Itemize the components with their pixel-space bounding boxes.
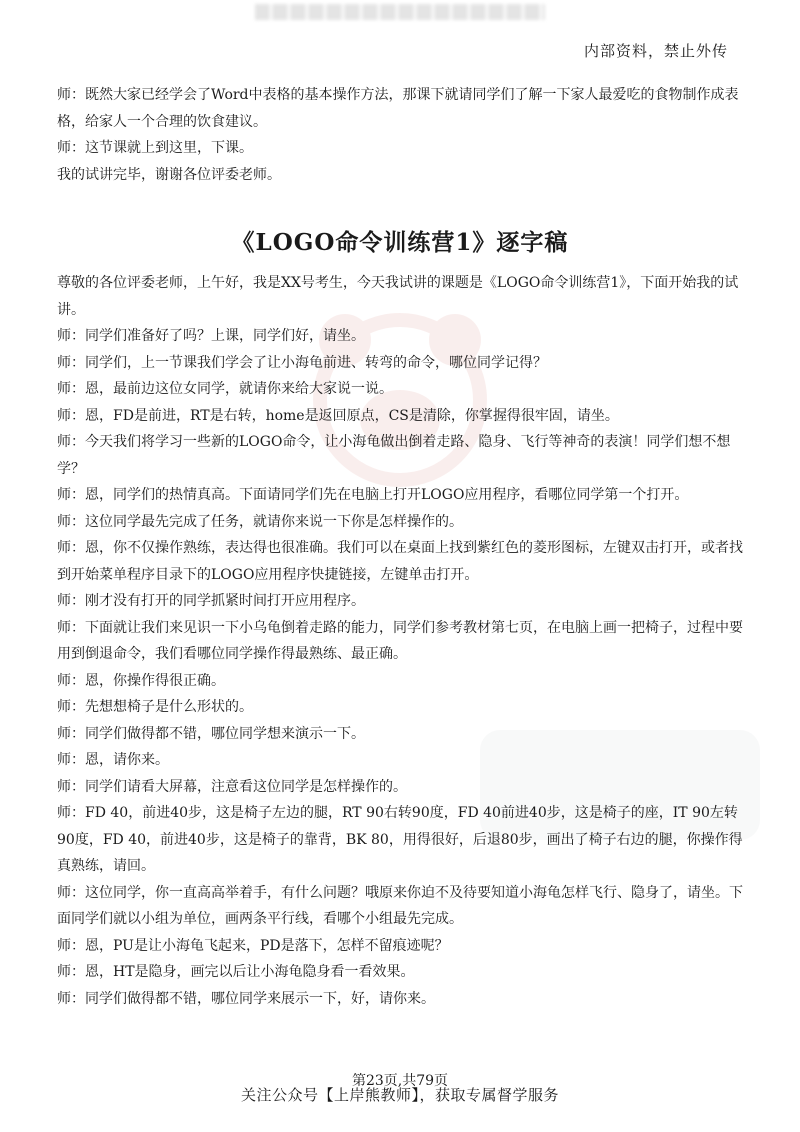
paragraph: 尊敬的各位评委老师，上午好，我是XX号考生，今天我试讲的课题是《LOGO命令训练营1》，下面开始我的试讲。 [57, 275, 739, 318]
paragraph: 师：刚才没有打开的同学抓紧时间打开应用程序。 [57, 593, 365, 609]
confidential-note: 内部资料，禁止外传 [583, 42, 728, 60]
paragraph: 师：恩，HT是隐身，画完以后让小海龟隐身看一看效果。 [57, 964, 415, 980]
paragraph: 师：恩，同学们的热情真高。下面请同学们先在电脑上打开LOGO应用程序，看哪位同学第一个打开。 [57, 487, 689, 503]
paragraph: 师：这位同学最先完成了任务，就请你来说一下你是怎样操作的。 [57, 513, 463, 530]
previous-lesson-ending [57, 82, 747, 188]
paragraph: 师：恩，你操作得很正确。 [57, 672, 225, 689]
paragraph: 师：先想想椅子是什么形状的。 [57, 699, 253, 715]
paragraph: 师：同学们，上一节课我们学会了让小海龟前进、转弯的命令，哪位同学记得？ [57, 354, 547, 371]
paragraph: 师：恩，最前边这位女同学，就请你来给大家说一说。 [57, 381, 393, 397]
paragraph: 师：恩，FD是前进，RT是右转，home是返回原点，CS是清除，你掌握得很牢固，请坐。 [57, 407, 619, 424]
paragraph: 师：同学们做得都不错，哪位同学来展示一下，好，请你来。 [57, 990, 435, 1007]
paragraph: 师：FD 40，前进40步，这是椅子左边的腿，RT 90右转90度，FD 40前进40步，这是椅子的座，IT 90左转90度，FD 40，前进40步，这是椅子的靠背，BK 80，用得很好，后退80步，画出了椅子右边的腿，你操作得真熟练，请回。 [57, 805, 743, 874]
paragraph: 师：这位同学，你一直高高举着手，有什么问题？哦原来你迫不及待要知道小海龟怎样飞行、隐身了，请坐。下面同学们就以小组为单位，画两条平行线，看哪个小组最先完成。 [57, 884, 743, 927]
page-number: 第23页,共79页 [351, 1073, 449, 1089]
paragraph: 师：同学们准备好了吗？上课，同学们好，请坐。 [57, 328, 365, 344]
paragraph: 师：同学们做得都不错，哪位同学想来演示一下。 [57, 725, 365, 742]
document-title: 《LOGO命令训练营1》逐字稿 [231, 229, 569, 256]
paragraph: 师：既然大家已经学会了Word中表格的基本操作方法，那课下就请同学们了解一下家人最爱吃的食物制作成表格，给家人一个合理的饮食建议。 [57, 87, 739, 130]
lesson-transcript [57, 270, 747, 1012]
paragraph: 我的试讲完毕，谢谢各位评委老师。 [57, 166, 281, 183]
paragraph: 师：恩，PU是让小海龟飞起来，PD是落下，怎样不留痕迹呢？ [57, 937, 449, 954]
blurred-header-text [255, 4, 545, 20]
paragraph: 师：恩，请你来。 [57, 752, 169, 768]
paragraph: 师：恩，你不仅操作熟练，表达得也很准确。我们可以在桌面上找到紫红色的菱形图标，左键双击打开，或者找到开始菜单程序目录下的LOGO应用程序快捷链接，左键单击打开。 [57, 540, 743, 583]
paragraph: 师：今天我们将学习一些新的LOGO命令，让小海龟做出倒着走路、隐身、飞行等神奇的表演！同学们想不想学？ [57, 434, 731, 477]
paragraph: 师：下面就让我们来见识一下小乌龟倒着走路的能力，同学们参考教材第七页，在电脑上画一把椅子，过程中要用到倒退命令，我们看哪位同学操作得最熟练、最正确。 [57, 619, 743, 662]
paragraph: 师：这节课就上到这里，下课。 [57, 140, 253, 156]
paragraph: 师：同学们请看大屏幕，注意看这位同学是怎样操作的。 [57, 778, 407, 795]
footer-promo: 关注公众号【上岸熊教师】，获取专属督学服务 [240, 1086, 559, 1104]
